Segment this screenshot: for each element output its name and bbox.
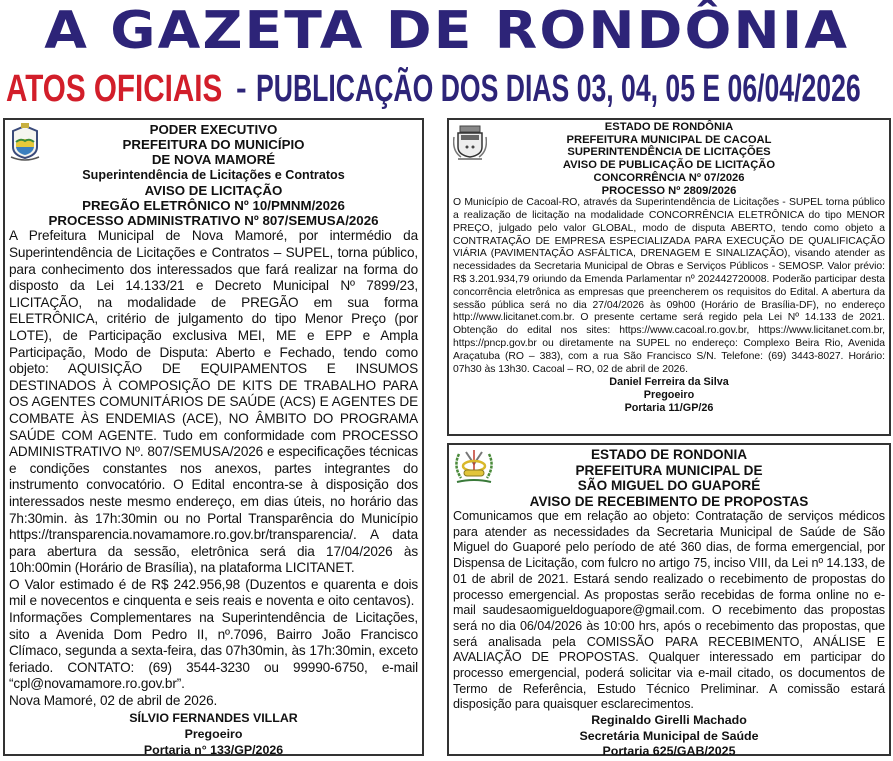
- heading-line: PROCESSO ADMINISTRATIVO Nº 807/SEMUSA/2026: [48, 213, 379, 229]
- paragraph: O Município de Cacoal-RO, através da Superintendência de Licitações - SUPEL torna público a realização de licitação na modalidade CONCORRÊNCIA ELETRÔNICA do tipo MENOR PREÇO, julgado pelo valor GLOBAL, modo de disputa ABERTO, tendo como objeto a CONTRATAÇÃO DE EMPRESA ESPECIALIZADA PARA EXECUÇÃO DE QUALIFICAÇÃO VIÁRIA (PAVIMENTAÇÃO ASFÁLTICA, DRENAGEM E SINALIZAÇÃO), visando atender as necessidades da Secretaria Municipal de Obras e Serviços Públicos - SEMOSP. Valor prévio: R$ 3.201.934,79 oriundo da Emenda Parlamentar nº 202442720008. Poderão participar desta concorrência eletrônica as empresas que preencherem os requisitos do Edital. A abertura da sessão pública será no dia 27/04/2026 às 09h00 (Horário de Brasília-DF), no endereço http://www.licitanet.com.br. O presente certame será regido pela Lei Nº 14.133 de 2021. Obtenção do edital nos sites: https://www.cacoal.ro.gov.br, https://www.licitanet.com.br, https://pncp.gov.br ou diretamente na SUPEL no endereço: Complexo Beira Rio, Avenida Araçatuba (RO – 383), com a rua São Francisco S/N. Telefone: (69) 3443-8027. Horário: 07h30 às 13h30. Cacoal – RO, 02 de abril de 2026.: [453, 197, 885, 375]
- signatory-ordinance: Portaria n° 133/GP/2026: [143, 743, 284, 758]
- heading-line: PROCESSO Nº 2809/2026: [601, 184, 737, 197]
- paragraph: Comunicamos que em relação ao objeto: Contratação de serviços médicos para atender as necessidades da Secretaria Municipal de Saúde de São Miguel do Guaporé pelo período de até 360 dias, de forma emergencial, por Dispensa de Licitação, com fulcro no artigo 75, inciso VIII, da Lei nº 14.133, de 01 de abril de 2021. Estará sendo realizado o recebimento de propostas do processo emergencial. As propostas serão recebidas de forma online no e-mail saudesaomigueldoguapore@gmail.com. O recebimento das propostas será no dia 06/04/2026 às 10:00 hrs, após o recebimento das propostas, que será analisada pela COMISSÃO PARA RECEBIMENTO, ANÁLISE E AVALIAÇÃO DE PROPOSTAS. Qualquer interessado em participar do processo emergencial, poderá solicitar via e-mail citado, os documentos de Termo de Referência, Estudo Técnico Preliminar. A comissão estará disposição para quaisquer esclarecimentos.: [453, 509, 885, 712]
- section-banner: [0, 64, 893, 114]
- notice-sao-miguel-do-guapore: [447, 443, 891, 759]
- signature-block: [453, 713, 885, 760]
- signature-block: [9, 710, 418, 759]
- coat-of-arms-icon: [453, 448, 495, 486]
- paragraph: O Valor estimado é de R$ 242.956,98 (Duzentos e quarenta e dois mil e novecentos e cinquenta e seis reais e noventa e oito centavos).: [9, 576, 418, 609]
- signatory-role: Secretária Municipal de Saúde: [579, 728, 759, 743]
- heading-line: AVISO DE RECEBIMENTO DE PROPOSTAS: [529, 493, 809, 509]
- heading-line: Superintendência de Licitações e Contratos: [82, 167, 345, 182]
- signatory-name: Daniel Ferreira da Silva: [609, 376, 729, 389]
- signatory-ordinance: Portaria 11/GP/26: [624, 402, 714, 415]
- publication-dates: PUBLICAÇÃO DOS DIAS 03, 04, 05 E 06/04/2026: [256, 68, 861, 110]
- paragraph: A Prefeitura Municipal de Nova Mamoré, por intermédio da Superintendência de Licitações e Contratos – SUPEL, torna público, para conhecimento dos interessados que fará realizar na forma do disposto da Lei 14.133/21 e Decreto Municipal Nº 7899/23, LICITAÇÃO, na modalidade de PREGÃO em sua forma ELETRÔNICA, critério de julgamento do tipo Menor Preço (por LOTE), de Participação exclusiva MEI, ME e EPP e Ampla Participação, Modo de Disputa: Aberto e Fechado, tendo como objeto: AQUISIÇÃO DE EQUIPAMENTOS E INSUMOS DESTINADOS À COMPOSIÇÃO DE KITS DE TRABALHO PARA OS AGENTES COMUNITÁRIOS DE SAÚDE (ACS) E AGENTES DE COMBATE ÀS ENDEMIAS (ACE), NO ÂMBITO DO PROGRAMA SAÚDE COM AGENTE. Tudo em conformidade com PROCESSO ADMINISTRATIVO Nº. 807/SEMUSA/2026 e especificações técnicas e condições constantes nos anexos, partes integrantes do instrumento convocatório. O Edital encontra-se à disposição dos interessados neste mesmo endereço, em dias úteis, no horário das 7h:30min. às 17h:30min ou no Portal Transparência do Município https://transparencia.novamamore.ro.gov.br/transparencia/. A data para abertura da sessão, eletrônica será dia 17/04/2026 às 10h:00min (Horário de Brasília), na plataforma LICITANET.: [9, 228, 418, 576]
- heading-line: PREFEITURA MUNICIPAL DE CACOAL: [566, 133, 772, 146]
- heading-line: PREFEITURA DO MUNICÍPIO: [122, 137, 305, 153]
- heading-line: AVISO DE PUBLICAÇÃO DE LICITAÇÃO: [562, 159, 776, 172]
- heading-line: PREFEITURA MUNICIPAL DE: [575, 462, 763, 478]
- heading-line: ESTADO DE RONDONIA: [590, 447, 748, 462]
- heading-line: ESTADO DE RONDÔNIA: [604, 121, 734, 133]
- paragraph: Nova Mamoré, 02 de abril de 2026.: [9, 693, 218, 709]
- notice-cacoal: [447, 118, 891, 436]
- heading-line: DE NOVA MAMORÉ: [151, 152, 276, 168]
- heading-line: PREGÃO ELETRÔNICO Nº 10/PMNM/2026: [82, 198, 345, 214]
- masthead: [0, 0, 893, 62]
- signatory-role: Pregoeiro: [643, 389, 695, 402]
- signatory-ordinance: Portaria 625/GAB/2025: [602, 744, 736, 759]
- section-label: ATOS OFICIAIS: [6, 68, 223, 110]
- notice-body: [453, 197, 885, 376]
- notice-body: [453, 509, 885, 713]
- notice-heading: [9, 122, 418, 228]
- notice-nova-mamore: [3, 118, 424, 756]
- newspaper-title: A GAZETA DE RONDÔNIA: [44, 1, 849, 61]
- notice-body: [9, 228, 418, 709]
- paragraph: Informações Complementares na Superintendência de Licitações, sito a Avenida Dom Pedro II, nº.7096, Bairro João Francisco Clímaco, segunda a sexta-feira, das 07h30min, às 17h:30min, exceto feriado. CONTATO: (69) 3544-3230 ou 99990-6750, e-mail “cpl@novamamore.ro.gov.br”.: [9, 610, 418, 692]
- coat-of-arms-icon: [9, 123, 41, 161]
- heading-line: PODER EXECUTIVO: [149, 122, 278, 137]
- signature-block: [453, 376, 885, 415]
- signatory-name: SÍLVIO FERNANDES VILLAR: [129, 710, 298, 725]
- signatory-role: Pregoeiro: [184, 727, 243, 742]
- notice-heading: [453, 447, 885, 509]
- heading-line: SUPERINTENDÊNCIA DE LICITAÇÕES: [567, 146, 771, 159]
- section-separator: -: [236, 70, 247, 106]
- coat-of-arms-icon: [453, 123, 487, 161]
- heading-line: AVISO DE LICITAÇÃO: [144, 182, 283, 198]
- signatory-name: Reginaldo Girelli Machado: [591, 713, 747, 728]
- heading-line: SÃO MIGUEL DO GUAPORÉ: [577, 478, 761, 493]
- notice-heading: [453, 121, 885, 197]
- heading-line: CONCORRÊNCIA Nº 07/2026: [593, 171, 745, 184]
